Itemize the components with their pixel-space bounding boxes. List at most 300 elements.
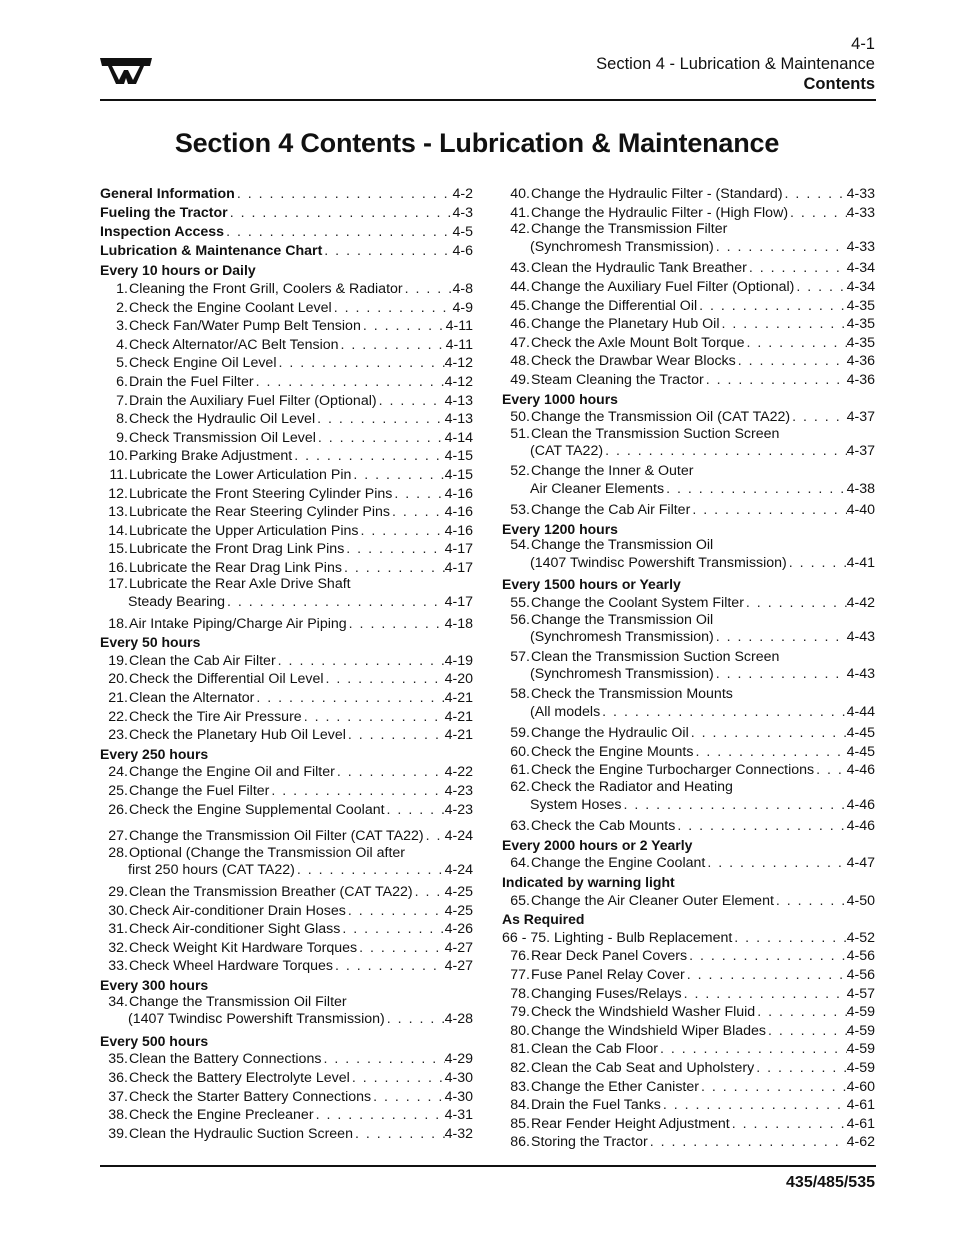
page-ref: 4-13 (444, 411, 473, 428)
item-number: 31. (108, 921, 128, 938)
entry-title: Check Weight Kit Hardware Torques (129, 939, 358, 956)
entry-title-cont: first 250 hours (CAT TA22) (128, 862, 295, 879)
entry-first-line (100, 846, 473, 862)
page-ref: 4-61 (846, 1097, 875, 1114)
toc-entry (100, 466, 473, 485)
entry-title-cont: (Synchromesh Transmission) (530, 238, 714, 255)
item-number: 2. (116, 299, 128, 316)
heading-1200h: Every 1200 hours (502, 520, 618, 537)
item-number: 27. (108, 828, 128, 845)
toc-entry (100, 827, 473, 846)
dot-leader (783, 185, 847, 204)
page-ref: 4-46 (846, 818, 875, 835)
page-ref: 4-24 (444, 828, 473, 845)
dot-leader (351, 466, 444, 485)
item-number: 33. (108, 958, 128, 975)
toc-entry (100, 615, 473, 634)
entry-title: Check Air-conditioner Sight Glass (129, 921, 341, 938)
item-number: 80. (510, 1022, 530, 1039)
entry-title: Change the Cab Air Filter (531, 502, 691, 519)
page-ref: 4-5 (452, 224, 473, 241)
toc-entry (502, 817, 875, 836)
entry-title: Change the Hydraulic Filter - (Standard) (531, 186, 783, 202)
toc-entry (502, 315, 875, 334)
entry-title: Change the Coolant System Filter (531, 595, 744, 612)
dot-leader (747, 259, 847, 278)
item-number: 18. (108, 615, 128, 632)
item-number: 45. (510, 297, 530, 314)
item-number: 13. (108, 504, 128, 521)
entry-title-cont: Steady Bearing (128, 594, 226, 611)
item-number: 49. (510, 371, 530, 388)
page-ref: 4-46 (846, 762, 875, 779)
dot-leader (314, 1106, 445, 1125)
item-number: 59. (510, 725, 530, 742)
entry-continuation (502, 480, 875, 499)
page-ref: 4-45 (846, 743, 875, 760)
page-ref: 4-35 (846, 316, 875, 333)
page-ref: 4-23 (444, 783, 473, 799)
toc-entry (502, 278, 875, 297)
toc-entry (100, 1050, 473, 1069)
toc-entry (502, 1040, 875, 1059)
dot-leader (704, 371, 847, 390)
dot-leader (254, 373, 445, 392)
page-ref: 4-11 (445, 336, 473, 353)
page-ref: 4-18 (444, 615, 473, 632)
entry-continuation (502, 238, 875, 257)
item-number: 1. (116, 280, 128, 297)
page-ref: 4-19 (444, 652, 473, 669)
dot-leader (658, 1040, 847, 1059)
toc-entry (100, 485, 473, 504)
entry-title: Check the Differential Oil Level (129, 671, 324, 688)
dot-leader (316, 429, 445, 448)
page-ref: 4-17 (444, 594, 473, 611)
item-number: 29. (108, 883, 128, 900)
item-number: 84. (510, 1097, 530, 1114)
dot-leader (361, 317, 446, 336)
dot-leader (675, 817, 846, 836)
dot-leader (736, 352, 847, 371)
entry-title: Check the Radiator and Heating (531, 779, 733, 795)
item-number: 50. (510, 409, 530, 426)
toc-entry (502, 1096, 875, 1115)
page-ref: 4-20 (444, 671, 473, 688)
dot-leader (392, 485, 444, 504)
dot-leader (794, 278, 846, 297)
entry-continuation (502, 665, 875, 684)
dot-leader (346, 902, 445, 921)
dot-leader (340, 920, 444, 939)
toc-entry (100, 652, 473, 671)
entry-title: Change the Windshield Wiper Blades (531, 1022, 767, 1039)
entry-title: Change the Differential Oil (531, 297, 698, 314)
page-ref: 4-2 (452, 186, 473, 202)
item-number: 26. (108, 801, 128, 818)
toc-entry (100, 1106, 473, 1125)
page-ref: 4-17 (444, 541, 473, 558)
dot-leader (648, 1133, 847, 1152)
toc-entry (100, 1088, 473, 1107)
page-ref: 4-9 (452, 299, 473, 316)
item-number: 11. (109, 466, 128, 483)
item-55 (502, 594, 875, 613)
page-ref: 4-62 (846, 1134, 875, 1151)
page-ref: 4-21 (444, 708, 473, 725)
entry-title: Check the Engine Turbocharger Connections (531, 762, 815, 779)
dot-leader (664, 480, 847, 499)
item-number: 56. (510, 611, 530, 628)
toc-entry (100, 559, 473, 578)
dot-leader (787, 554, 847, 573)
toc-entry (100, 670, 473, 689)
heading-1500h: Every 1500 hours or Yearly (502, 576, 681, 593)
dot-leader (699, 1078, 847, 1097)
item-number: 79. (510, 1004, 530, 1021)
heading-300h: Every 300 hours (100, 976, 209, 993)
page-ref: 4-28 (444, 1011, 473, 1028)
toc-entry (100, 447, 473, 466)
entry-title: Drain the Fuel Tanks (531, 1097, 661, 1114)
dot-leader (754, 1059, 846, 1078)
item-56 (502, 613, 875, 647)
dot-leader (705, 854, 846, 873)
toc-entry (100, 920, 473, 939)
entry-title: Clean the Cab Floor (531, 1041, 658, 1058)
dot-leader (346, 726, 445, 745)
page-ref: 4-46 (846, 796, 875, 813)
group-59 (502, 724, 875, 780)
dot-leader (714, 628, 847, 647)
dot-leader (755, 1003, 846, 1022)
toc-entry (100, 223, 473, 242)
item-34 (100, 995, 473, 1029)
entry-title: Check Wheel Hardware Torques (129, 958, 333, 975)
toc-entry (502, 204, 875, 223)
dot-leader (744, 334, 846, 353)
entry-continuation (100, 861, 473, 880)
entry-title: Change the Engine Coolant (531, 855, 706, 872)
toc-entry (100, 522, 473, 541)
group-10h (100, 280, 473, 578)
entry-title: Change the Transmission Filter (531, 221, 728, 238)
item-number: 38. (108, 1107, 128, 1124)
item-number: 81. (510, 1041, 530, 1058)
toc-entry (100, 317, 473, 336)
page-ref: 4-50 (846, 892, 875, 909)
toc-entry (502, 297, 875, 316)
page-ref: 4-43 (846, 666, 875, 683)
toc-entry (100, 242, 473, 261)
entry-title-cont: (Synchromesh Transmission) (530, 629, 714, 646)
entry-continuation (502, 554, 875, 573)
heading-50h: Every 50 hours (100, 634, 201, 651)
page-ref: 4-59 (846, 1004, 875, 1021)
item-65 (502, 892, 875, 911)
item-57 (502, 650, 875, 684)
item-number: 4. (116, 336, 128, 353)
toc-entry (100, 299, 473, 318)
page-ref: 4-21 (444, 690, 473, 707)
page-ref: 4-45 (846, 725, 875, 742)
entry-title: Check Alternator/AC Belt Tension (129, 336, 339, 353)
entry-first-line (502, 538, 875, 554)
entry-title: Steam Cleaning the Tractor (531, 371, 704, 388)
entry-title-cont: (1407 Twindisc Powershift Transmission) (530, 554, 787, 571)
page-ref: 4-26 (444, 921, 473, 938)
entry-first-line (502, 464, 875, 480)
page-ref: 4-36 (846, 353, 875, 370)
item-27 (100, 827, 473, 846)
entry-title: Check the Starter Battery Connections (129, 1088, 372, 1105)
entry-title: Check the Engine Supplemental Coolant (129, 801, 385, 818)
dot-leader (413, 883, 445, 902)
item-number: 19. (108, 652, 128, 669)
item-number: 77. (510, 966, 530, 983)
subsection-name: Contents (803, 75, 875, 93)
dot-leader (390, 503, 445, 522)
entry-title: Change the Engine Oil and Filter (129, 764, 335, 781)
toc-entry (502, 1133, 875, 1152)
dot-leader (322, 242, 452, 261)
page-header (596, 34, 875, 94)
dot-leader (730, 1115, 847, 1134)
group-250h-b (100, 883, 473, 976)
page-ref: 4-25 (444, 902, 473, 919)
item-number: 14. (108, 522, 128, 539)
item-number: 23. (108, 727, 128, 744)
page-ref: 4-59 (846, 1059, 875, 1076)
item-number: 86. (510, 1134, 530, 1151)
page-ref: 4-31 (444, 1107, 473, 1124)
toc-entry (100, 373, 473, 392)
item-54 (502, 538, 875, 572)
toc-entry (502, 966, 875, 985)
entry-title: Lubricate the Front Steering Cylinder Pins (129, 485, 393, 502)
dot-leader (689, 724, 847, 743)
entry-continuation (100, 1010, 473, 1029)
item-number: 43. (510, 260, 530, 277)
dot-leader (690, 501, 846, 520)
toc-entry (502, 352, 875, 371)
item-number: 35. (108, 1051, 128, 1068)
entry-continuation (100, 593, 473, 612)
page-ref: 4-8 (452, 280, 473, 297)
item-number: 82. (510, 1059, 530, 1076)
toc-entry (100, 392, 473, 411)
entry-title: Optional (Change the Transmission Oil after (129, 844, 405, 861)
toc-entry (100, 801, 473, 820)
entry-title: Lubricate the Upper Articulation Pins (129, 522, 359, 539)
entry-title: Lubricate the Rear Steering Cylinder Pins (129, 504, 391, 521)
heading-as-required: As Required (502, 911, 585, 928)
item-number: 53. (510, 502, 530, 519)
toc-entry (100, 902, 473, 921)
right-column (502, 185, 875, 1152)
toc-entry (100, 185, 473, 204)
entry-first-line (100, 995, 473, 1011)
item-number: 9. (116, 429, 128, 446)
page-ref: 4-16 (444, 522, 473, 539)
dot-leader (377, 392, 445, 411)
dot-leader (254, 689, 444, 708)
entry-first-line (502, 427, 875, 443)
entry-title: 66 - 75. Lighting - Bulb Replacement (502, 929, 733, 946)
item-number: 15. (108, 541, 128, 558)
dot-leader (235, 185, 453, 204)
item-number: 58. (510, 686, 530, 703)
dot-leader (714, 238, 847, 257)
heading-250h: Every 250 hours (100, 745, 209, 762)
entry-title: Inspection Access (100, 224, 225, 241)
dot-leader (276, 652, 445, 671)
item-number: 51. (510, 425, 530, 442)
item-number: 64. (510, 855, 530, 872)
page-ref: 4-29 (444, 1051, 473, 1068)
page-ref: 4-34 (846, 260, 875, 277)
item-number: 42. (510, 221, 530, 238)
entry-title: Fuse Panel Relay Cover (531, 966, 685, 983)
dot-leader (685, 966, 847, 985)
page-ref: 4-25 (444, 883, 473, 900)
page-ref: 4-17 (444, 559, 473, 576)
dot-leader (693, 743, 846, 762)
entry-title: Change the Transmission Oil Filter (CAT TA22) (129, 828, 424, 845)
page-ref: 4-30 (444, 1069, 473, 1086)
group-50h (100, 652, 473, 745)
dot-leader (371, 1088, 444, 1107)
page-ref: 4-27 (444, 939, 473, 956)
dot-leader (766, 1022, 847, 1041)
toc-entry (100, 763, 473, 782)
dot-leader (276, 354, 444, 373)
page-ref: 4-61 (846, 1115, 875, 1132)
toc-entry (100, 354, 473, 373)
entry-title: Check the Engine Precleaner (129, 1107, 314, 1124)
entry-title: Check the Axle Mount Bolt Torque (531, 334, 745, 351)
entry-title: Check the Drawbar Wear Blocks (531, 353, 736, 370)
page-ref: 4-52 (846, 929, 875, 946)
toc-entry (100, 726, 473, 745)
entry-title: Fueling the Tractor (100, 205, 228, 222)
dot-leader (295, 861, 445, 880)
page-ref: 4-24 (444, 862, 473, 879)
item-number: 60. (510, 743, 530, 760)
page-ref: 4-56 (846, 966, 875, 983)
item-number: 22. (108, 708, 128, 725)
toc-entry (100, 204, 473, 223)
footer-rule (100, 1165, 876, 1167)
entry-title: Change the Hydraulic Filter - (High Flow) (531, 204, 789, 221)
entry-title: Clean the Battery Connections (129, 1051, 322, 1068)
page-ref: 4-15 (444, 448, 473, 465)
entry-first-line (502, 222, 875, 238)
item-18 (100, 615, 473, 634)
toc-entry (100, 280, 473, 299)
toc-entry (100, 782, 473, 801)
entry-title: Lubricate the Rear Drag Link Pins (129, 559, 342, 576)
item-number: 78. (510, 985, 530, 1002)
page-number: 4-1 (851, 35, 875, 53)
toc-entry (100, 429, 473, 448)
toc-entry (100, 689, 473, 708)
item-number: 25. (108, 783, 128, 799)
page-ref: 4-30 (444, 1088, 473, 1105)
item-number: 6. (116, 373, 128, 390)
entry-title: Check the Cab Mounts (531, 818, 676, 835)
entry-title-cont: Air Cleaner Elements (530, 480, 665, 497)
item-number: 17. (108, 576, 128, 593)
page-ref: 4-33 (846, 186, 875, 202)
entry-title: Cleaning the Front Grill, Coolers & Radiator (129, 280, 403, 297)
dot-leader (224, 223, 452, 242)
page-ref: 4-16 (444, 485, 473, 502)
toc-entry (502, 408, 875, 427)
entry-title: Change the Ether Canister (531, 1078, 699, 1095)
entry-title: Clean the Transmission Breather (CAT TA22) (129, 883, 413, 900)
entry-title: Air Intake Piping/Charge Air Piping (129, 615, 347, 632)
entry-title: Change the Planetary Hub Oil (531, 316, 720, 333)
item-28 (100, 846, 473, 880)
toc-entry (100, 1125, 473, 1144)
entry-title: Clean the Transmission Suction Screen (531, 648, 780, 665)
entry-title-cont: (1407 Twindisc Powershift Transmission) (128, 1011, 385, 1028)
item-58 (502, 687, 875, 721)
dot-leader (344, 540, 444, 559)
entry-title: Clean the Hydraulic Suction Screen (129, 1125, 353, 1142)
item-50 (502, 408, 875, 427)
entry-title: Change the Transmission Oil Filter (129, 993, 347, 1010)
entry-first-line (100, 577, 473, 593)
entry-title: Drain the Auxiliary Fuel Filter (Optional) (129, 392, 377, 409)
toc-entry (100, 939, 473, 958)
entry-title: Check the Windshield Washer Fluid (531, 1004, 756, 1021)
dot-leader (269, 782, 444, 801)
dot-leader (353, 1125, 445, 1144)
dot-leader (359, 522, 445, 541)
heading-500h: Every 500 hours (100, 1032, 209, 1049)
entry-title: Lubricate the Lower Articulation Pin (129, 466, 352, 483)
item-number: 28. (108, 844, 128, 861)
dot-leader (347, 615, 445, 634)
toc-entry (502, 929, 875, 948)
item-number: 41. (510, 204, 530, 221)
toc-entry (502, 371, 875, 390)
dot-leader (774, 892, 847, 911)
page-ref: 4-21 (444, 727, 473, 744)
heading-10h: Every 10 hours or Daily (100, 262, 256, 279)
item-number: 12. (108, 485, 128, 502)
toc-entry (502, 501, 875, 520)
page-ref: 4-44 (846, 703, 875, 720)
item-number: 21. (108, 690, 128, 707)
entry-title: Check the Battery Electrolyte Level (129, 1069, 350, 1086)
page-ref: 4-35 (846, 334, 875, 351)
toc-entry (100, 540, 473, 559)
dot-leader (687, 947, 846, 966)
group-40 (502, 185, 875, 222)
item-52 (502, 464, 875, 498)
dot-leader (324, 670, 445, 689)
entry-title: Change the Auxiliary Fuel Filter (Optional) (531, 278, 795, 295)
dot-leader (385, 1010, 445, 1029)
toc-entry (502, 1078, 875, 1097)
item-number: 20. (108, 671, 128, 688)
item-number: 8. (116, 411, 128, 428)
page-ref: 4-35 (846, 297, 875, 314)
item-number: 44. (510, 278, 530, 295)
